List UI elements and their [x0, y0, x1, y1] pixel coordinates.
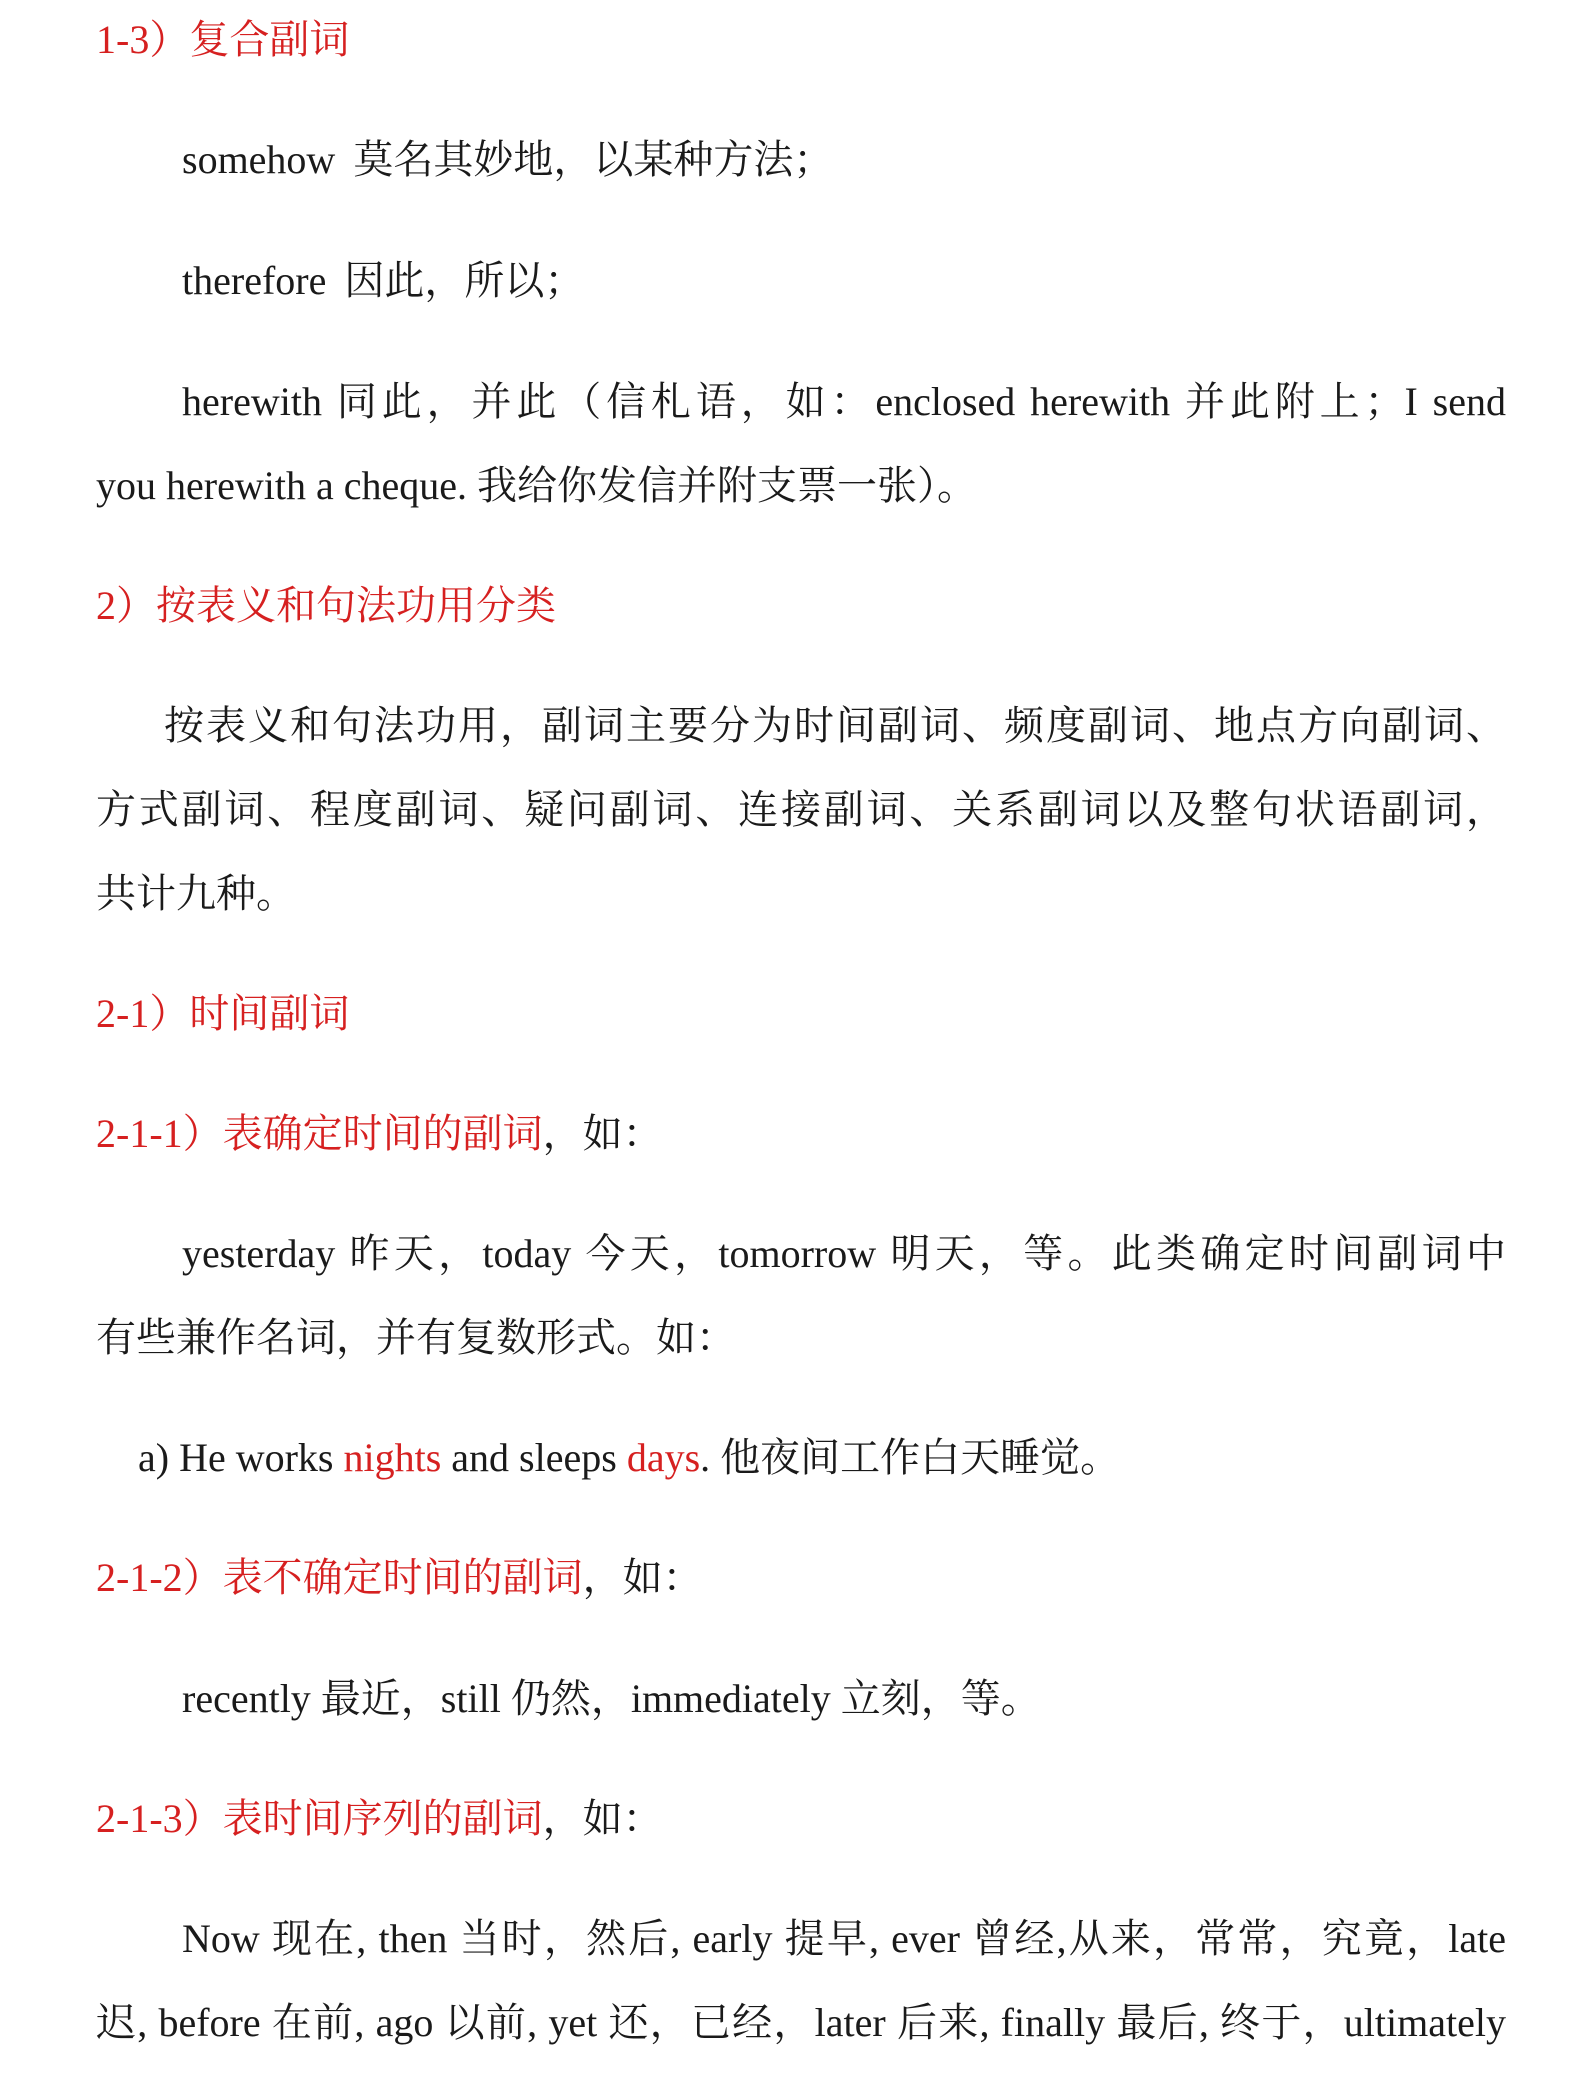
paragraph-2-line-2: 方式副词、程度副词、疑问副词、连接副词、关系副词以及整句状语副词， — [96, 787, 1506, 832]
example-suffix: . 他夜间工作白天睡觉。 — [700, 1435, 1121, 1480]
example-middle: and sleeps — [441, 1435, 627, 1480]
heading-2-1: 2-1）时间副词 — [96, 991, 350, 1036]
entry-therefore — [182, 255, 1506, 307]
paragraph-2-line-3: 共计九种。 — [96, 871, 296, 916]
heading-red-part: 2-1-3）表时间序列的副词 — [96, 1796, 543, 1841]
heading-black-part: ，如： — [582, 1555, 703, 1600]
paragraph-2-line-1: 按表义和句法功用，副词主要分为时间副词、频度副词、地点方向副词、 — [164, 703, 1506, 748]
example-highlight-days: days — [626, 1435, 701, 1480]
heading-red-part: 2-1-2）表不确定时间的副词 — [96, 1555, 583, 1600]
example-a — [138, 1432, 1506, 1484]
paragraph-2-1-3-line-1: Now 现在, then 当时，然后, early 提早, ever 曾经,从来，常常，究竟，late — [182, 1916, 1506, 1961]
paragraph-2-1-2: recently 最近，still 仍然，immediately 立刻，等。 — [182, 1676, 1041, 1721]
heading-red-part: 2-1-1）表确定时间的副词 — [96, 1111, 543, 1156]
example-highlight-nights: nights — [343, 1435, 442, 1480]
heading-black-part: ，如： — [542, 1111, 663, 1156]
paragraph-2-1-1-line-1: yesterday 昨天，today 今天，tomorrow 明天，等。此类确定时间副词中 — [182, 1231, 1506, 1276]
heading-2-1-1 — [96, 1108, 1506, 1160]
paragraph-2-1-1-line-2: 有些兼作名词，并有复数形式。如： — [96, 1315, 736, 1360]
entry-meaning: 因此，所以； — [344, 258, 585, 303]
entry-word: somehow — [182, 137, 336, 182]
heading-2-1-3 — [96, 1793, 1506, 1845]
example-prefix: a) He works — [138, 1435, 344, 1480]
heading-2-1-2 — [96, 1552, 1506, 1604]
entry-meaning: 莫名其妙地，以某种方法； — [353, 137, 834, 182]
entry-herewith-line-1: herewith 同此，并此（信札语，如：enclosed herewith 并此附上；I send — [182, 379, 1506, 424]
entry-herewith-line-2: you herewith a cheque. 我给你发信并附支票一张）。 — [96, 463, 977, 508]
paragraph-2-1-3-line-2: 迟, before 在前, ago 以前, yet 还，已经，later 后来, finally 最后, 终于，ultimately — [96, 2000, 1506, 2045]
entry-somehow — [182, 134, 1506, 186]
heading-1-3: 1-3）复合副词 — [96, 17, 350, 62]
entry-word: therefore — [182, 258, 327, 303]
heading-black-part: ，如： — [542, 1796, 663, 1841]
heading-2: 2）按表义和句法功用分类 — [96, 583, 556, 628]
